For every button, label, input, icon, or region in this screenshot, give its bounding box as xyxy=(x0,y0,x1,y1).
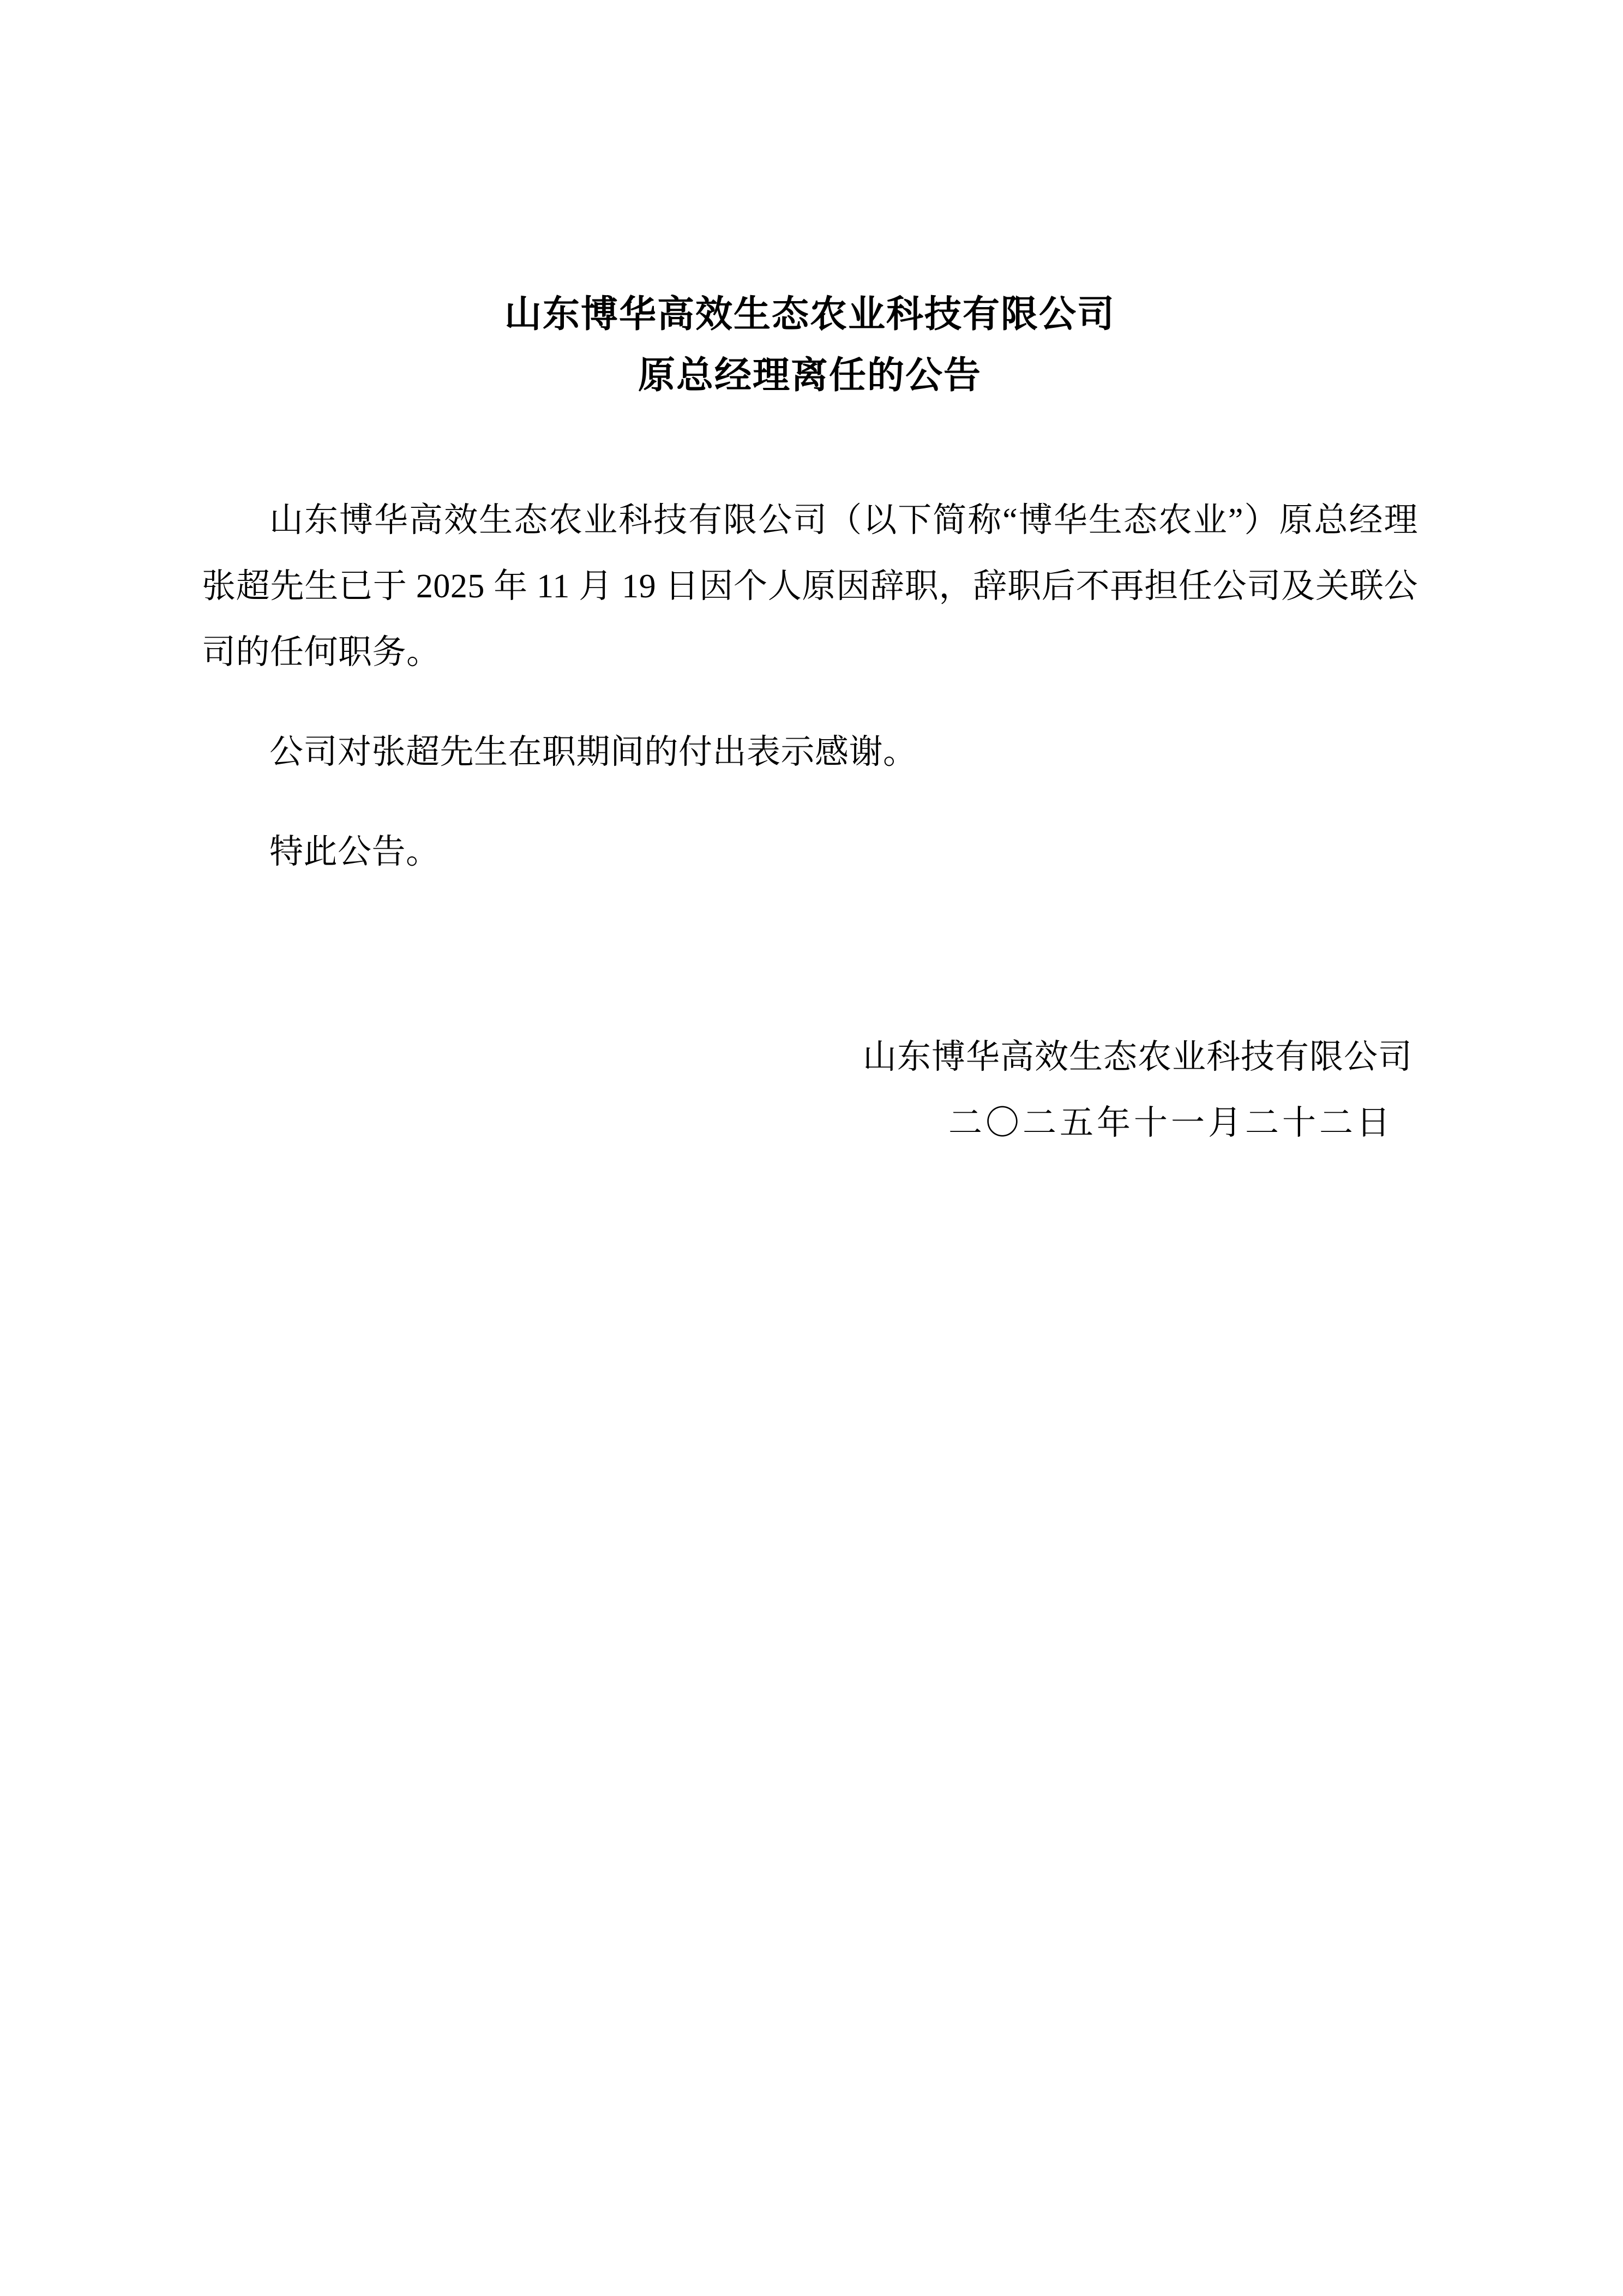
document-body xyxy=(202,488,1418,885)
body-paragraph-1: 山东博华高效生态农业科技有限公司（以下简称“博华生态农业”）原总经理张超先生已于 2025 年 11 月 19 日因个人原因辞职，辞职后不再担任公司及关联公司的任何职务。 xyxy=(202,502,1418,672)
signature-block xyxy=(202,1024,1418,1156)
title-line-1: 山东博华高效生态农业科技有限公司 xyxy=(504,293,1115,335)
signature-company: 山东博华高效生态农业科技有限公司 xyxy=(862,1038,1412,1076)
signature-date: 二〇二五年十一月二十二日 xyxy=(948,1104,1393,1142)
body-paragraph-3: 特此公告。 xyxy=(269,833,440,871)
body-paragraph-2: 公司对张超先生在职期间的付出表示感谢。 xyxy=(269,734,917,771)
title-line-2: 原总经理离任的公告 xyxy=(638,355,982,397)
document-title xyxy=(202,284,1418,406)
document-content xyxy=(202,0,1418,1156)
